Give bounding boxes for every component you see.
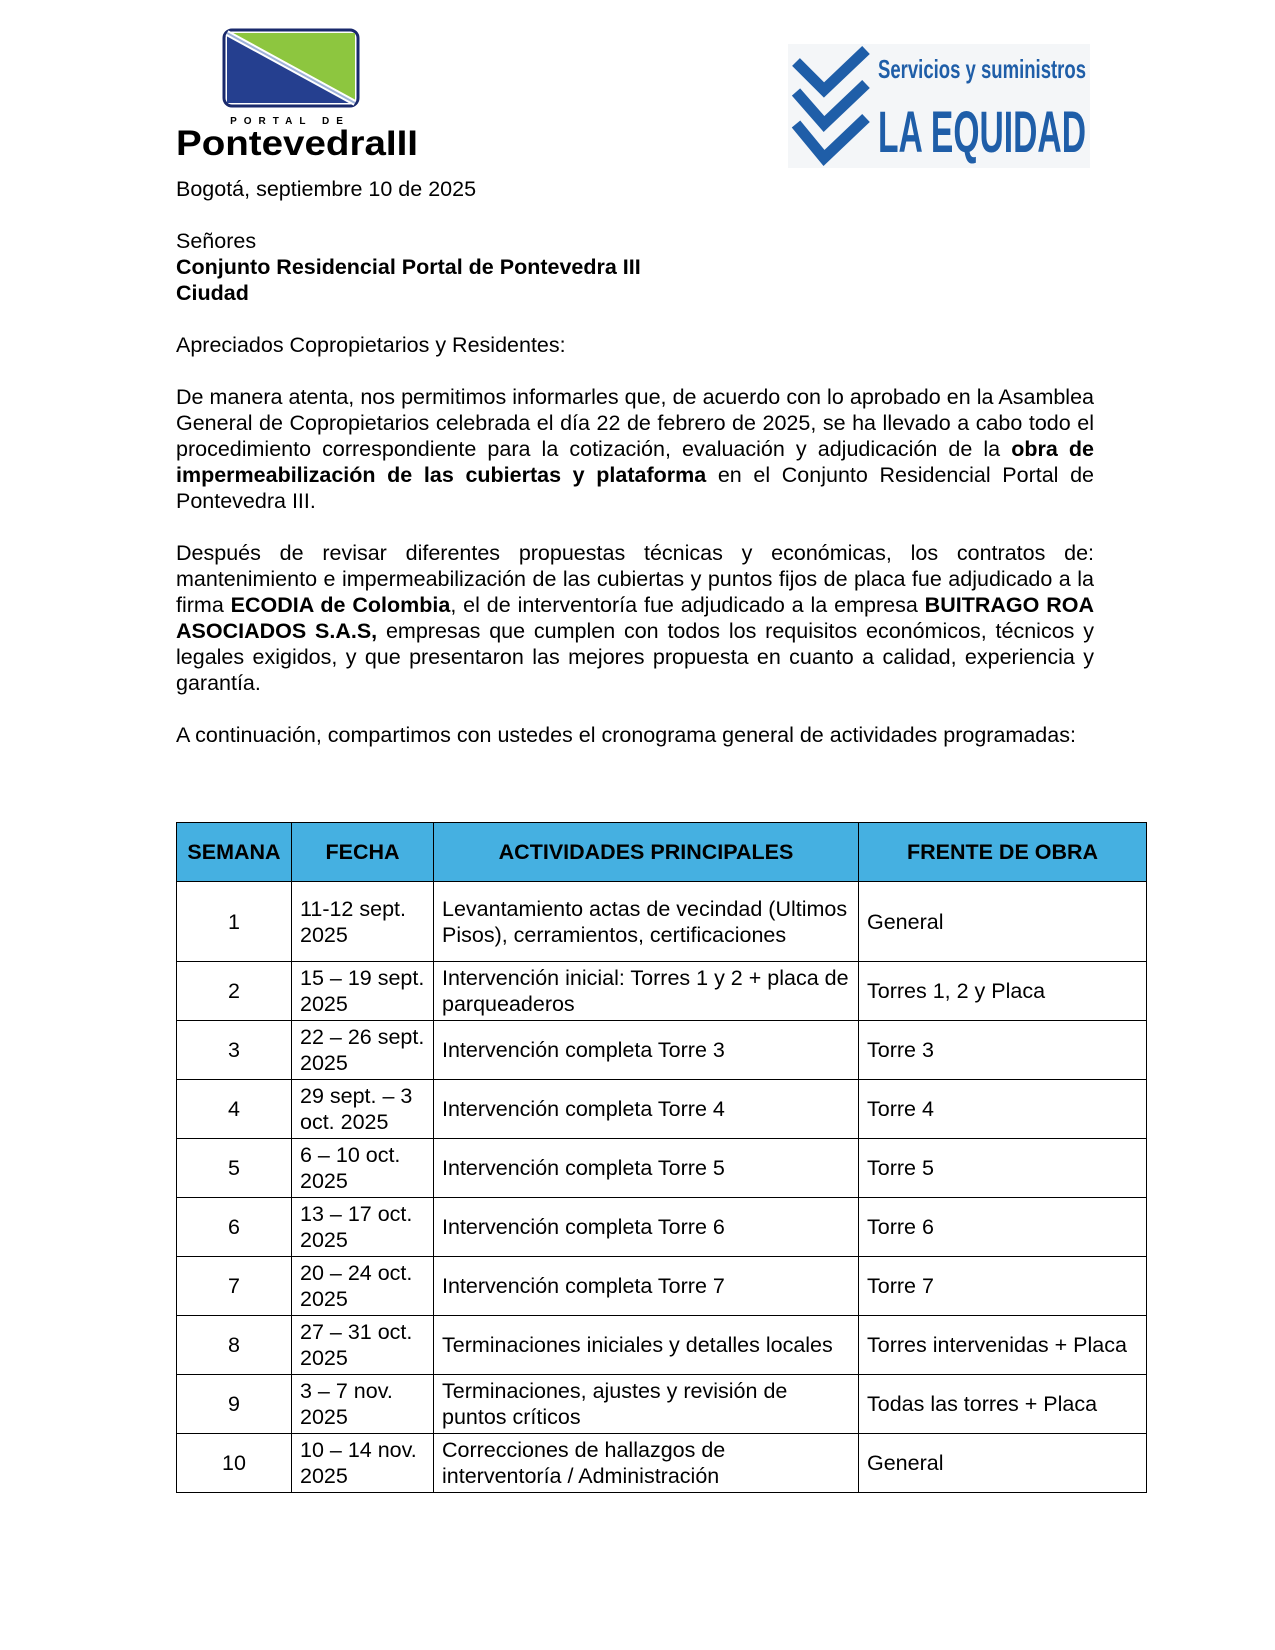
cell-fecha: 27 – 31 oct. 2025 (292, 1316, 434, 1375)
table-row (177, 1316, 1147, 1375)
cell-actividad: Intervención completa Torre 6 (434, 1198, 859, 1257)
cell-frente: Torre 5 (859, 1139, 1147, 1198)
table-row (177, 1139, 1147, 1198)
table-row (177, 1080, 1147, 1139)
header-fecha: FECHA (292, 823, 434, 882)
logo-small-text: PORTAL DE (230, 116, 350, 127)
paragraph-1-text-a: De manera atenta, nos permitimos informarles que, de acuerdo con lo aprobado en la Asamblea General de Copropietarios celebrada el día 22 de febrero de 2025, se ha llevado a cabo todo el procedimiento correspondiente para la cotización, evaluación y adjudicación de la (176, 385, 1094, 461)
cell-fecha: 10 – 14 nov. 2025 (292, 1434, 434, 1493)
header-semana: SEMANA (177, 823, 292, 882)
logo-top-text: Servicios y suministros (878, 54, 1086, 84)
paragraph-1 (176, 384, 1094, 514)
paragraph-2 (176, 540, 1094, 696)
cell-semana: 7 (177, 1257, 292, 1316)
paragraph-2-text-a: Después de revisar diferentes propuestas técnicas y económicas, los contratos de: mantenimiento e impermeabilización de las cubiertas y puntos fijos de placa fue adjudicado a la firma (176, 541, 1094, 617)
cell-fecha: 15 – 19 sept. 2025 (292, 962, 434, 1021)
paragraph-1-text-b: en el Conjunto Residencial Portal de Pontevedra III. (176, 463, 1094, 513)
cell-actividad: Correcciones de hallazgos de interventoría / Administración (434, 1434, 859, 1493)
cell-semana: 6 (177, 1198, 292, 1257)
recipient-name: Conjunto Residencial Portal de Pontevedra III (176, 255, 641, 279)
letter-date: Bogotá, septiembre 10 de 2025 (176, 177, 477, 201)
la-equidad-logo (788, 44, 1090, 168)
table-row (177, 1375, 1147, 1434)
logo-big-text: PontevedraIII (176, 124, 418, 163)
recipient-block (176, 228, 1094, 306)
header-frente: FRENTE DE OBRA (859, 823, 1147, 882)
letter-body (176, 176, 1094, 774)
paragraph-2-bold-ecodia: ECODIA de Colombia (230, 593, 451, 617)
cell-frente: Todas las torres + Placa (859, 1375, 1147, 1434)
cell-fecha: 20 – 24 oct. 2025 (292, 1257, 434, 1316)
table-row (177, 1434, 1147, 1493)
paragraph-2-text-b: , el de interventoría fue adjudicado a la empresa (450, 593, 925, 617)
cell-actividad: Intervención inicial: Torres 1 y 2 + placa de parqueaderos (434, 962, 859, 1021)
greeting: Apreciados Copropietarios y Residentes: (176, 333, 566, 357)
cell-frente: Torre 6 (859, 1198, 1147, 1257)
cell-fecha: 11-12 sept. 2025 (292, 882, 434, 962)
table-header-row (177, 823, 1147, 882)
cell-frente: Torre 3 (859, 1021, 1147, 1080)
cell-fecha: 29 sept. – 3 oct. 2025 (292, 1080, 434, 1139)
pontevedra-logo-graphic (176, 28, 436, 163)
paragraph-3: A continuación, compartimos con ustedes el cronograma general de actividades programadas: (176, 723, 1076, 747)
schedule-table (176, 822, 1147, 1493)
salutation-to: Señores (176, 229, 257, 253)
cell-frente: Torres 1, 2 y Placa (859, 962, 1147, 1021)
cell-fecha: 3 – 7 nov. 2025 (292, 1375, 434, 1434)
cell-actividad: Intervención completa Torre 3 (434, 1021, 859, 1080)
cell-actividad: Terminaciones, ajustes y revisión de puntos críticos (434, 1375, 859, 1434)
cell-frente: General (859, 882, 1147, 962)
cell-semana: 1 (177, 882, 292, 962)
cell-semana: 4 (177, 1080, 292, 1139)
cell-actividad: Levantamiento actas de vecindad (Ultimos Pisos), cerramientos, certificaciones (434, 882, 859, 962)
cell-semana: 8 (177, 1316, 292, 1375)
cell-fecha: 13 – 17 oct. 2025 (292, 1198, 434, 1257)
cell-semana: 3 (177, 1021, 292, 1080)
cell-frente: Torres intervenidas + Placa (859, 1316, 1147, 1375)
table-row (177, 882, 1147, 962)
cell-actividad: Terminaciones iniciales y detalles locales (434, 1316, 859, 1375)
table-row (177, 1257, 1147, 1316)
cell-semana: 9 (177, 1375, 292, 1434)
la-equidad-logo-graphic (788, 44, 1090, 168)
cell-semana: 2 (177, 962, 292, 1021)
paragraph-1-bold: obra de impermeabilización de las cubiertas y plataforma (176, 437, 1094, 487)
cell-actividad: Intervención completa Torre 5 (434, 1139, 859, 1198)
cell-semana: 10 (177, 1434, 292, 1493)
cell-frente: Torre 7 (859, 1257, 1147, 1316)
cell-frente: General (859, 1434, 1147, 1493)
cell-fecha: 22 – 26 sept. 2025 (292, 1021, 434, 1080)
cell-fecha: 6 – 10 oct. 2025 (292, 1139, 434, 1198)
table-row (177, 1021, 1147, 1080)
cell-frente: Torre 4 (859, 1080, 1147, 1139)
table-row (177, 962, 1147, 1021)
portal-de-pontevedra-logo (176, 28, 436, 163)
recipient-city: Ciudad (176, 281, 249, 305)
paragraph-2-bold-buitrago: BUITRAGO ROA ASOCIADOS S.A.S, (176, 593, 1094, 643)
table-row (177, 1198, 1147, 1257)
cell-actividad: Intervención completa Torre 4 (434, 1080, 859, 1139)
header-actividades: ACTIVIDADES PRINCIPALES (434, 823, 859, 882)
cell-semana: 5 (177, 1139, 292, 1198)
cell-actividad: Intervención completa Torre 7 (434, 1257, 859, 1316)
logo-big-text: LA EQUIDAD (878, 100, 1086, 165)
paragraph-2-text-c: empresas que cumplen con todos los requisitos económicos, técnicos y legales exigidos, y que presentaron las mejores propuesta en cuanto a calidad, experiencia y garantía. (176, 619, 1094, 695)
